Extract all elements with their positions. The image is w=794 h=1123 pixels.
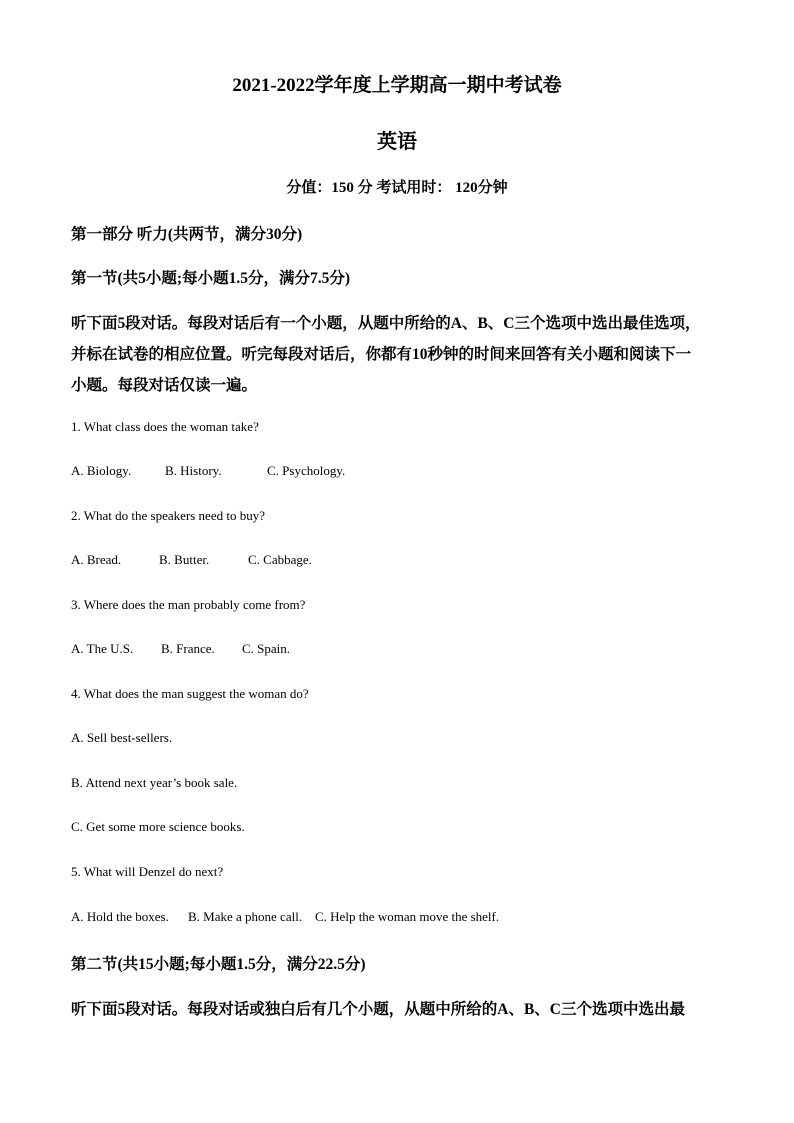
- section1-instruction-line-2: 并标在试卷的相应位置。听完每段对话后，你都有10秒钟的时间来回答有关小题和阅读下一: [71, 346, 692, 363]
- question-1-option-c: C. Psychology.: [267, 463, 346, 478]
- question-5-stem: 5. What will Denzel do next?: [71, 864, 224, 879]
- question-2-option-b: B. Butter.: [159, 552, 210, 567]
- section1-heading: 第一节(共5小题;每小题1.5分，满分7.5分): [71, 270, 350, 287]
- question-4-option-a: A. Sell best-sellers.: [71, 730, 173, 745]
- question-3-options: [71, 641, 290, 657]
- question-3-option-b: B. France.: [161, 641, 215, 656]
- question-2-stem: 2. What do the speakers need to buy?: [71, 508, 265, 523]
- question-1-option-b: B. History.: [165, 463, 222, 478]
- question-2-options: [71, 552, 312, 568]
- question-5-option-a: A. Hold the boxes.: [71, 909, 169, 924]
- part1-heading: 第一部分 听力(共两节，满分30分): [71, 226, 303, 243]
- question-1-stem: 1. What class does the woman take?: [71, 419, 259, 434]
- exam-title: 2021-2022学年度上学期高一期中考试卷: [232, 75, 562, 96]
- exam-meta: 分值：150 分 考试用时： 120分钟: [286, 180, 508, 196]
- question-1-options: [71, 463, 345, 479]
- section2-instruction-line-1: 听下面5段对话。每段对话或独白后有几个小题，从题中所给的A、B、C三个选项中选出最: [71, 1001, 685, 1018]
- question-2-option-a: A. Bread.: [71, 552, 122, 567]
- question-2-option-c: C. Cabbage.: [248, 552, 312, 567]
- question-1-option-a: A. Biology.: [71, 463, 132, 478]
- section1-instruction-line-3: 小题。每段对话仅读一遍。: [71, 377, 258, 394]
- question-5-options: [71, 909, 499, 925]
- question-4-stem: 4. What does the man suggest the woman do?: [71, 686, 309, 701]
- question-3-option-c: C. Spain.: [242, 641, 291, 656]
- question-5-option-b: B. Make a phone call.: [188, 909, 303, 924]
- section2-heading: 第二节(共15小题;每小题1.5分，满分22.5分): [71, 956, 366, 973]
- question-3-option-a: A. The U.S.: [71, 641, 134, 656]
- subject-title: 英语: [377, 131, 417, 153]
- question-4-option-b: B. Attend next year’s book sale.: [71, 775, 238, 790]
- question-5-option-c: C. Help the woman move the shelf.: [315, 909, 500, 924]
- question-4-option-c: C. Get some more science books.: [71, 819, 245, 834]
- section1-instruction-line-1: 听下面5段对话。每段对话后有一个小题，从题中所给的A、B、C三个选项中选出最佳选项，: [71, 315, 701, 332]
- question-3-stem: 3. Where does the man probably come from?: [71, 597, 306, 612]
